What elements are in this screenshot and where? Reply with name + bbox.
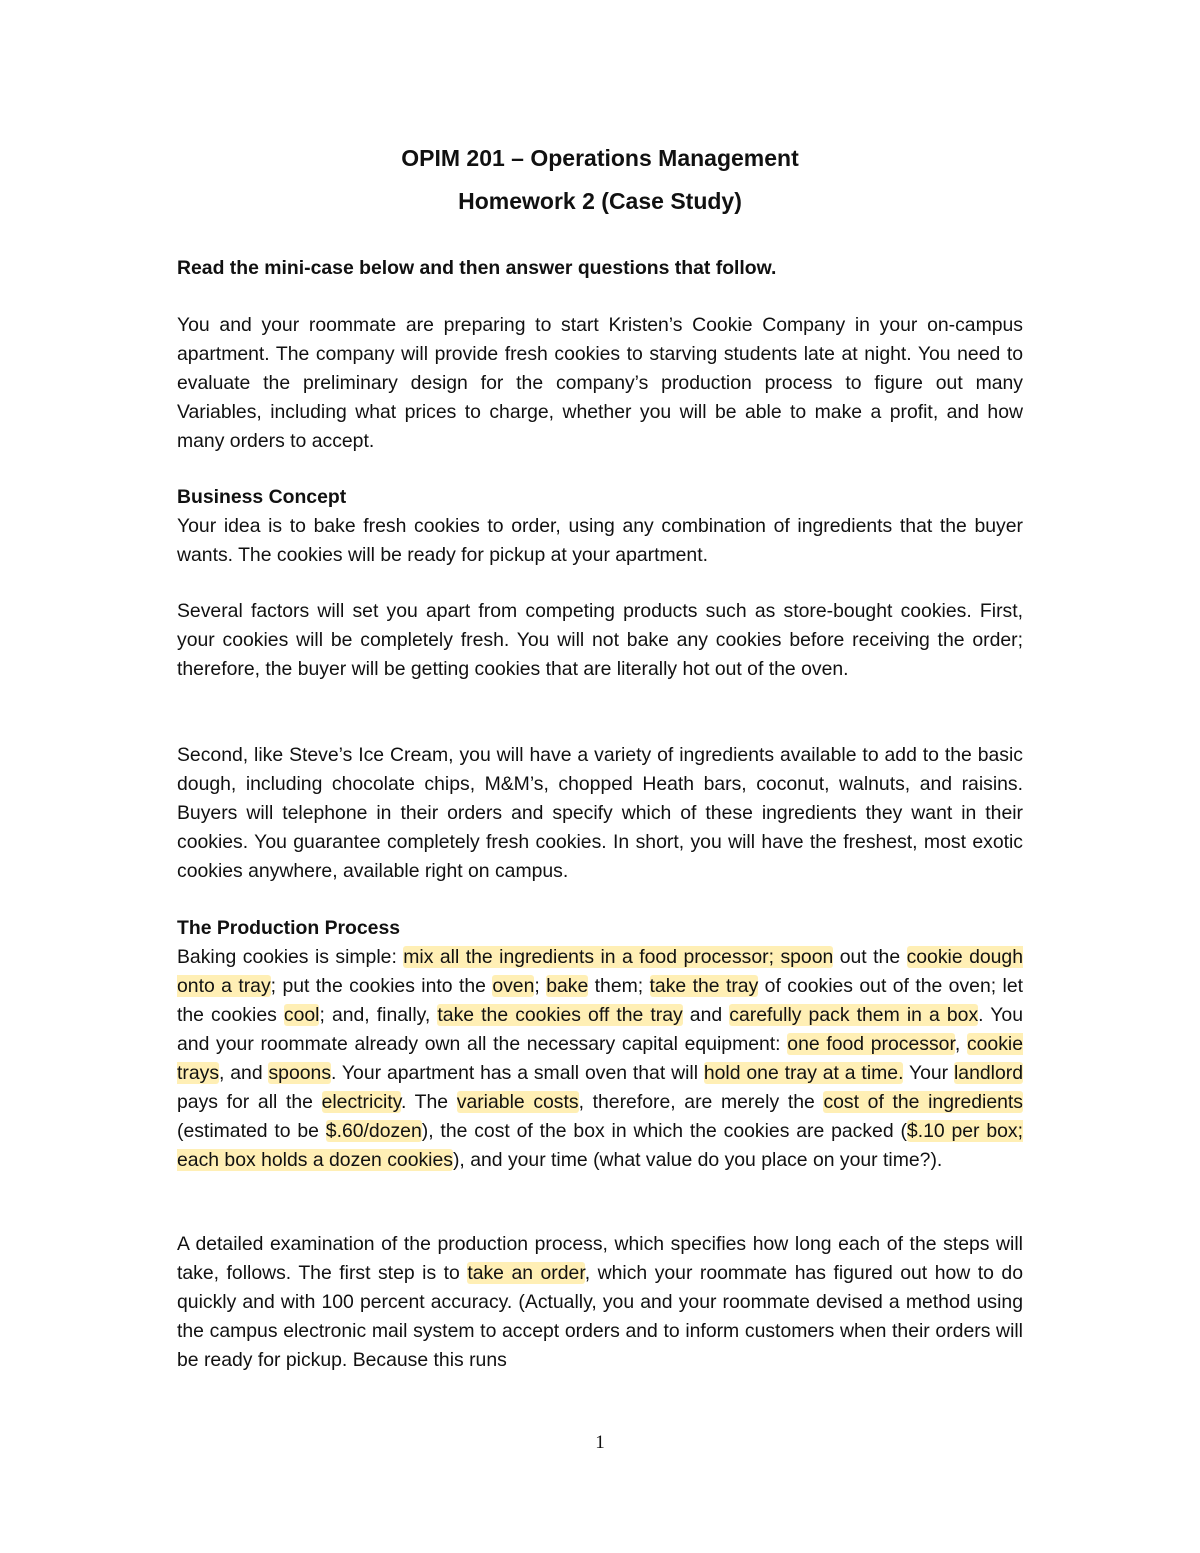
course-title: OPIM 201 – Operations Management [401,145,799,171]
text-segment: Baking cookies is simple: [177,946,404,968]
production-process-paragraph-2 [177,1230,1023,1375]
business-concept-paragraph-3: Second, like Steve’s Ice Cream, you will have a variety of ingredients available to add to the basic dough, including chocolate chips, M&M’s, chopped Heath bars, coconut, walnuts, and raisins. Buyers will telephone in their orders and specify which of these ingredients they want in their cookies. You guarantee completely fresh cookies. In short, you will have the freshest, most exotic cookies anywhere, available right on campus. [177,744,1023,882]
production-process-paragraph-1 [177,943,1023,1175]
highlighted-text: cost of the ingredients [823,1091,1023,1113]
highlighted-text: landlord [954,1062,1023,1084]
business-concept-paragraph-2: Several factors will set you apart from competing products such as store-bought cookies. First, your cookies will be completely fresh. You will not bake any cookies before receiving the order; therefore, the buyer will be getting cookies that are literally hot out of the oven. [177,600,1023,680]
highlighted-text: $.10 per box; each box holds a dozen cookies [177,1120,1023,1171]
text-segment: of cookies out of the oven; let the cookies [177,975,1023,1026]
highlighted-text: mix all the ingredients in a food processor; spoon [403,946,834,968]
text-segment: ), and your time (what value do you place on your time?). [452,1149,943,1171]
text-segment: , therefore, are merely the [578,1091,824,1113]
highlighted-text: one food processor [787,1033,955,1055]
highlighted-text: cool [283,1004,320,1026]
text-segment: . The [400,1091,457,1113]
business-concept-paragraph-1: Your idea is to bake fresh cookies to order, using any combination of ingredients that the buyer wants. The cookies will be ready for pickup at your apartment. [177,515,1023,566]
highlighted-text: cookie dough onto a tray [177,946,1023,997]
highlighted-text: take an order [467,1262,585,1284]
text-segment: Your [903,1062,954,1084]
text-segment: , which your roommate has figured out how to do quickly and with 100 percent accuracy. (Actually, you and your roommate devised a method using the campus electronic mail system to accept orders and to inform customers when their orders will be ready for pickup. Because this runs [177,1262,1024,1371]
highlighted-text: spoons [268,1062,332,1084]
text-segment: ; [534,975,547,997]
text-segment: out the [833,946,907,968]
text-segment: (estimated to be [177,1120,326,1142]
instruction-text: Read the mini-case below and then answer questions that follow. [177,257,777,279]
highlighted-text: $.60/dozen [325,1120,422,1142]
highlighted-text: carefully pack them in a box [729,1004,979,1026]
page-number: 1 [595,1432,605,1453]
text-segment: ), the cost of the box in which the cookies are packed ( [421,1120,907,1142]
intro-paragraph: You and your roommate are preparing to start Kristen’s Cookie Company in your on-campus apartment. The company will provide fresh cookies to starving students late at night. You need to evaluate the preliminary design for the company’s production process to figure out many Variables, including what prices to charge, whether you will be able to make a profit, and how many orders to accept. [177,314,1023,452]
text-segment: pays for all the [177,1091,322,1113]
highlighted-text: variable costs [456,1091,579,1113]
assignment-title: Homework 2 (Case Study) [458,188,742,214]
highlighted-text: bake [546,975,589,997]
text-segment: A detailed examination of the production process, which specifies how long each of the steps will take, follows. The first step is to [177,1233,1023,1284]
text-segment: , [954,1033,967,1055]
highlighted-text: take the cookies off the tray [437,1004,683,1026]
highlighted-text: oven [492,975,535,997]
text-segment: ; put the cookies into the [270,975,493,997]
business-concept-heading: Business Concept [177,486,347,508]
text-segment: , and [219,1062,269,1084]
highlighted-text: electricity [321,1091,401,1113]
text-segment: and [682,1004,730,1026]
highlighted-text: hold one tray at a time. [703,1062,904,1084]
text-segment: ; and, finally, [319,1004,438,1026]
text-segment: . Your apartment has a small oven that will [331,1062,704,1084]
highlighted-text: cookie trays [177,1033,1024,1084]
highlighted-text: take the tray [649,975,759,997]
text-segment: them; [588,975,650,997]
production-process-heading: The Production Process [177,917,401,939]
text-segment: . You and your roommate already own all the necessary capital equipment: [177,1004,1023,1055]
